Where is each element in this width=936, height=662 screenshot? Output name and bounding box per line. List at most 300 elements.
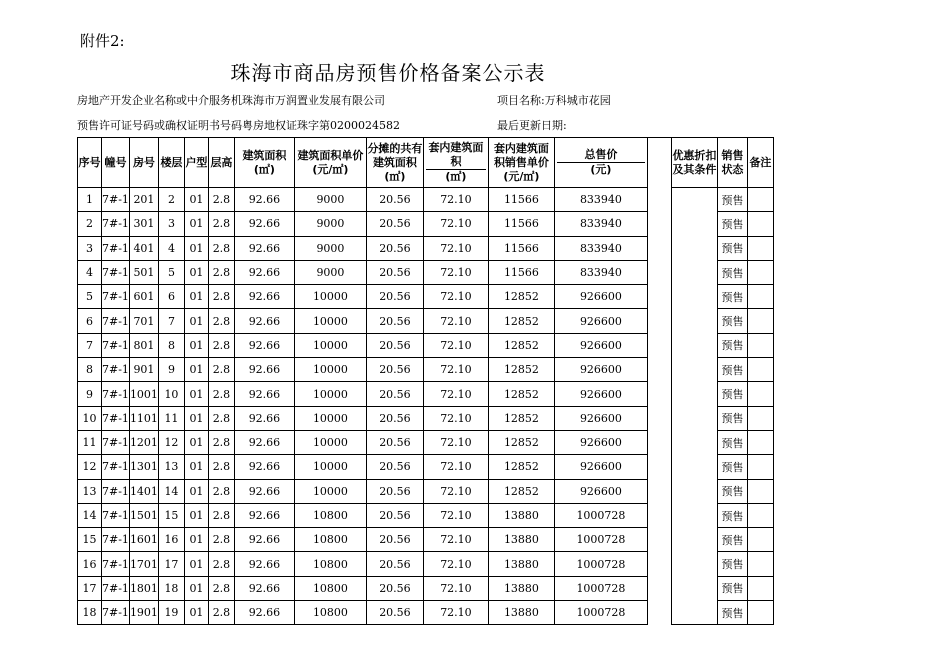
cell-gap [647,188,671,212]
col-total-price-unit: (元) [557,162,645,177]
cell-height: 2.8 [208,552,234,576]
cell-remark [747,358,773,382]
col-shared-area: 分摊的共有建筑面积(㎡) [366,138,423,188]
cell-remark [747,406,773,430]
cell-floor: 8 [158,333,184,357]
col-inner-price [488,138,554,188]
cell-total: 1000728 [554,601,647,625]
cell-gap [647,601,671,625]
cell-status: 预售 [717,552,747,576]
cell-price: 10800 [294,528,366,552]
cell-inner-price: 12852 [488,333,554,357]
cell-building: 7#-1 [102,430,130,454]
table-row [78,528,774,552]
cell-seq: 8 [78,358,102,382]
cell-discount [671,212,717,236]
updated-label: 最后更新日期: [497,119,567,132]
cell-total: 926600 [554,309,647,333]
cell-gap [647,382,671,406]
cell-seq: 15 [78,528,102,552]
cell-type: 01 [184,212,208,236]
cell-discount [671,552,717,576]
page-title: 珠海市商品房预售价格备案公示表 [230,61,546,85]
developer-label: 房地产开发企业名称或中介服务机 [77,94,242,107]
cell-remark [747,309,773,333]
project-value: 万科城市花园 [544,94,611,107]
cell-floor: 17 [158,552,184,576]
cell-shared: 20.56 [366,455,423,479]
cell-building: 7#-1 [102,601,130,625]
cell-shared: 20.56 [366,430,423,454]
cell-building: 7#-1 [102,406,130,430]
col-inner-area [423,138,488,188]
cell-status: 预售 [717,358,747,382]
cell-discount [671,260,717,284]
cell-total: 926600 [554,358,647,382]
cell-type: 01 [184,528,208,552]
table-row [78,309,774,333]
cell-shared: 20.56 [366,479,423,503]
col-seq: 序号 [78,138,102,188]
cell-gap [647,236,671,260]
cell-floor: 14 [158,479,184,503]
table-row [78,333,774,357]
cell-status: 预售 [717,309,747,333]
table-row [78,382,774,406]
cell-inner-price: 13880 [488,528,554,552]
cell-total: 1000728 [554,528,647,552]
cell-seq: 9 [78,382,102,406]
col-area-unit: (㎡) [253,162,275,176]
cell-building: 7#-1 [102,358,130,382]
cell-seq: 6 [78,309,102,333]
cell-discount [671,285,717,309]
cell-status: 预售 [717,236,747,260]
cell-price: 10000 [294,382,366,406]
cell-shared: 20.56 [366,188,423,212]
cell-building: 7#-1 [102,260,130,284]
cell-room: 1401 [129,479,158,503]
cell-total: 1000728 [554,552,647,576]
cell-total: 833940 [554,236,647,260]
cell-price: 9000 [294,188,366,212]
cell-price: 10000 [294,358,366,382]
table-row [78,406,774,430]
cell-inner: 72.10 [423,455,488,479]
cell-floor: 4 [158,236,184,260]
cell-price: 9000 [294,260,366,284]
cell-remark [747,455,773,479]
cell-discount [671,455,717,479]
cell-inner-price: 13880 [488,503,554,527]
cell-inner-price: 12852 [488,358,554,382]
cell-price: 10800 [294,552,366,576]
cell-room: 1801 [129,576,158,600]
cell-room: 701 [129,309,158,333]
cell-room: 1601 [129,528,158,552]
cell-inner-price: 12852 [488,455,554,479]
cell-height: 2.8 [208,309,234,333]
cell-status: 预售 [717,212,747,236]
cell-inner-price: 13880 [488,576,554,600]
cell-floor: 18 [158,576,184,600]
cell-floor: 19 [158,601,184,625]
table-header-row [78,138,774,188]
cell-seq: 17 [78,576,102,600]
cell-area: 92.66 [234,455,294,479]
cell-height: 2.8 [208,236,234,260]
cell-seq: 2 [78,212,102,236]
cell-area: 92.66 [234,576,294,600]
col-inner-area-unit: (㎡) [426,169,486,184]
cell-status: 预售 [717,406,747,430]
cell-area: 92.66 [234,503,294,527]
cell-shared: 20.56 [366,601,423,625]
cell-remark [747,528,773,552]
cell-floor: 11 [158,406,184,430]
cell-height: 2.8 [208,188,234,212]
cell-height: 2.8 [208,479,234,503]
cell-height: 2.8 [208,455,234,479]
cell-floor: 10 [158,382,184,406]
cell-status: 预售 [717,601,747,625]
cell-gap [647,333,671,357]
cell-status: 预售 [717,430,747,454]
cell-total: 1000728 [554,503,647,527]
cell-shared: 20.56 [366,406,423,430]
permit-label: 预售许可证号码或确权证明书号码 [77,119,242,132]
cell-height: 2.8 [208,503,234,527]
cell-remark [747,188,773,212]
cell-area: 92.66 [234,528,294,552]
cell-inner-price: 12852 [488,479,554,503]
col-gap [647,138,671,188]
col-remark: 备注 [747,138,773,188]
col-discount: 优惠折扣及其条件 [671,138,717,188]
cell-gap [647,503,671,527]
cell-discount [671,503,717,527]
cell-building: 7#-1 [102,503,130,527]
cell-inner-price: 12852 [488,406,554,430]
cell-inner: 72.10 [423,309,488,333]
cell-room: 1201 [129,430,158,454]
cell-shared: 20.56 [366,552,423,576]
cell-building: 7#-1 [102,576,130,600]
col-area [234,138,294,188]
cell-shared: 20.56 [366,260,423,284]
cell-gap [647,285,671,309]
cell-type: 01 [184,552,208,576]
cell-shared: 20.56 [366,309,423,333]
cell-area: 92.66 [234,406,294,430]
cell-seq: 13 [78,479,102,503]
cell-building: 7#-1 [102,479,130,503]
cell-type: 01 [184,503,208,527]
cell-discount [671,358,717,382]
col-height: 层高 [208,138,234,188]
cell-area: 92.66 [234,333,294,357]
cell-discount [671,188,717,212]
cell-seq: 5 [78,285,102,309]
cell-gap [647,406,671,430]
cell-height: 2.8 [208,260,234,284]
cell-room: 1301 [129,455,158,479]
cell-shared: 20.56 [366,212,423,236]
cell-height: 2.8 [208,430,234,454]
cell-price: 9000 [294,236,366,260]
cell-height: 2.8 [208,285,234,309]
cell-inner: 72.10 [423,212,488,236]
cell-inner: 72.10 [423,576,488,600]
cell-inner: 72.10 [423,430,488,454]
cell-room: 1701 [129,552,158,576]
cell-height: 2.8 [208,382,234,406]
cell-status: 预售 [717,455,747,479]
permit-info [77,117,400,133]
cell-gap [647,479,671,503]
cell-seq: 11 [78,430,102,454]
updated-info [497,117,567,133]
cell-discount [671,479,717,503]
cell-inner-price: 13880 [488,601,554,625]
table-row [78,212,774,236]
table-row [78,358,774,382]
table-row [78,455,774,479]
cell-type: 01 [184,430,208,454]
cell-type: 01 [184,406,208,430]
cell-inner: 72.10 [423,503,488,527]
cell-seq: 16 [78,552,102,576]
cell-status: 预售 [717,382,747,406]
cell-inner-price: 11566 [488,236,554,260]
cell-seq: 18 [78,601,102,625]
cell-seq: 3 [78,236,102,260]
cell-floor: 6 [158,285,184,309]
cell-price: 10800 [294,503,366,527]
cell-building: 7#-1 [102,309,130,333]
cell-status: 预售 [717,503,747,527]
cell-building: 7#-1 [102,212,130,236]
cell-discount [671,430,717,454]
cell-gap [647,212,671,236]
cell-inner: 72.10 [423,406,488,430]
cell-floor: 9 [158,358,184,382]
permit-value: 粤房地权证珠字第0200024582 [242,119,400,132]
col-inner-price-label: 套内建筑面积销售单价 [493,141,549,169]
cell-inner: 72.10 [423,382,488,406]
cell-price: 10000 [294,430,366,454]
developer-info [77,92,385,108]
cell-building: 7#-1 [102,382,130,406]
cell-discount [671,382,717,406]
cell-status: 预售 [717,333,747,357]
cell-inner: 72.10 [423,236,488,260]
table-row [78,552,774,576]
cell-area: 92.66 [234,479,294,503]
cell-gap [647,260,671,284]
cell-remark [747,285,773,309]
project-info [497,92,611,108]
cell-floor: 16 [158,528,184,552]
cell-total: 833940 [554,260,647,284]
col-inner-price-unit: (元/㎡) [503,169,540,183]
developer-value: 珠海市万润置业发展有限公司 [242,94,385,107]
cell-status: 预售 [717,260,747,284]
col-floor: 楼层 [158,138,184,188]
cell-type: 01 [184,285,208,309]
cell-building: 7#-1 [102,236,130,260]
cell-total: 926600 [554,382,647,406]
cell-price: 10000 [294,406,366,430]
cell-floor: 13 [158,455,184,479]
cell-room: 201 [129,188,158,212]
cell-floor: 5 [158,260,184,284]
cell-type: 01 [184,455,208,479]
cell-remark [747,503,773,527]
cell-discount [671,528,717,552]
cell-room: 1501 [129,503,158,527]
cell-area: 92.66 [234,236,294,260]
cell-total: 926600 [554,479,647,503]
cell-height: 2.8 [208,576,234,600]
cell-seq: 14 [78,503,102,527]
cell-area: 92.66 [234,382,294,406]
cell-building: 7#-1 [102,552,130,576]
col-unit-type: 户型 [184,138,208,188]
cell-remark [747,479,773,503]
cell-type: 01 [184,188,208,212]
cell-height: 2.8 [208,406,234,430]
cell-seq: 12 [78,455,102,479]
cell-floor: 3 [158,212,184,236]
cell-status: 预售 [717,188,747,212]
cell-remark [747,382,773,406]
cell-price: 10000 [294,479,366,503]
cell-inner: 72.10 [423,528,488,552]
cell-floor: 7 [158,309,184,333]
cell-inner: 72.10 [423,358,488,382]
cell-area: 92.66 [234,212,294,236]
col-inner-area-label: 套内建筑面积 [428,141,484,168]
col-status: 销售状态 [717,138,747,188]
cell-shared: 20.56 [366,503,423,527]
cell-room: 401 [129,236,158,260]
col-total-price-label: 总售价 [584,148,618,161]
col-room: 房号 [129,138,158,188]
cell-inner-price: 12852 [488,382,554,406]
cell-total: 926600 [554,333,647,357]
cell-price: 10000 [294,333,366,357]
cell-gap [647,430,671,454]
cell-type: 01 [184,260,208,284]
table-row [78,236,774,260]
cell-gap [647,576,671,600]
cell-gap [647,552,671,576]
cell-building: 7#-1 [102,188,130,212]
cell-seq: 7 [78,333,102,357]
cell-inner: 72.10 [423,285,488,309]
cell-total: 926600 [554,285,647,309]
cell-shared: 20.56 [366,358,423,382]
table-row [78,260,774,284]
cell-price: 10800 [294,576,366,600]
col-area-label: 建筑面积 [242,148,287,162]
cell-price: 10000 [294,309,366,333]
cell-status: 预售 [717,285,747,309]
cell-building: 7#-1 [102,455,130,479]
cell-inner: 72.10 [423,601,488,625]
cell-discount [671,601,717,625]
cell-type: 01 [184,236,208,260]
cell-gap [647,309,671,333]
cell-price: 10800 [294,601,366,625]
cell-building: 7#-1 [102,285,130,309]
cell-status: 预售 [717,576,747,600]
cell-status: 预售 [717,528,747,552]
table-row [78,285,774,309]
cell-area: 92.66 [234,601,294,625]
cell-room: 501 [129,260,158,284]
cell-gap [647,358,671,382]
cell-building: 7#-1 [102,333,130,357]
cell-shared: 20.56 [366,382,423,406]
cell-remark [747,576,773,600]
cell-height: 2.8 [208,333,234,357]
cell-status: 预售 [717,479,747,503]
cell-height: 2.8 [208,601,234,625]
cell-gap [647,455,671,479]
cell-remark [747,430,773,454]
cell-shared: 20.56 [366,236,423,260]
cell-type: 01 [184,333,208,357]
attachment-label: 附件2: [80,32,125,50]
cell-discount [671,333,717,357]
cell-shared: 20.56 [366,528,423,552]
cell-area: 92.66 [234,552,294,576]
cell-remark [747,236,773,260]
table-row [78,576,774,600]
cell-room: 1101 [129,406,158,430]
cell-room: 1001 [129,382,158,406]
price-table [77,137,774,625]
cell-room: 901 [129,358,158,382]
cell-inner-price: 12852 [488,430,554,454]
table-row [78,430,774,454]
cell-remark [747,333,773,357]
cell-price: 9000 [294,212,366,236]
cell-height: 2.8 [208,212,234,236]
cell-seq: 1 [78,188,102,212]
cell-room: 801 [129,333,158,357]
cell-type: 01 [184,382,208,406]
cell-inner: 72.10 [423,188,488,212]
cell-building: 7#-1 [102,528,130,552]
cell-discount [671,576,717,600]
cell-total: 926600 [554,430,647,454]
cell-area: 92.66 [234,188,294,212]
cell-inner: 72.10 [423,333,488,357]
cell-remark [747,260,773,284]
cell-discount [671,236,717,260]
cell-room: 301 [129,212,158,236]
cell-floor: 12 [158,430,184,454]
cell-total: 833940 [554,188,647,212]
cell-inner-price: 11566 [488,260,554,284]
cell-type: 01 [184,576,208,600]
table-row [78,503,774,527]
table-row [78,479,774,503]
cell-price: 10000 [294,455,366,479]
